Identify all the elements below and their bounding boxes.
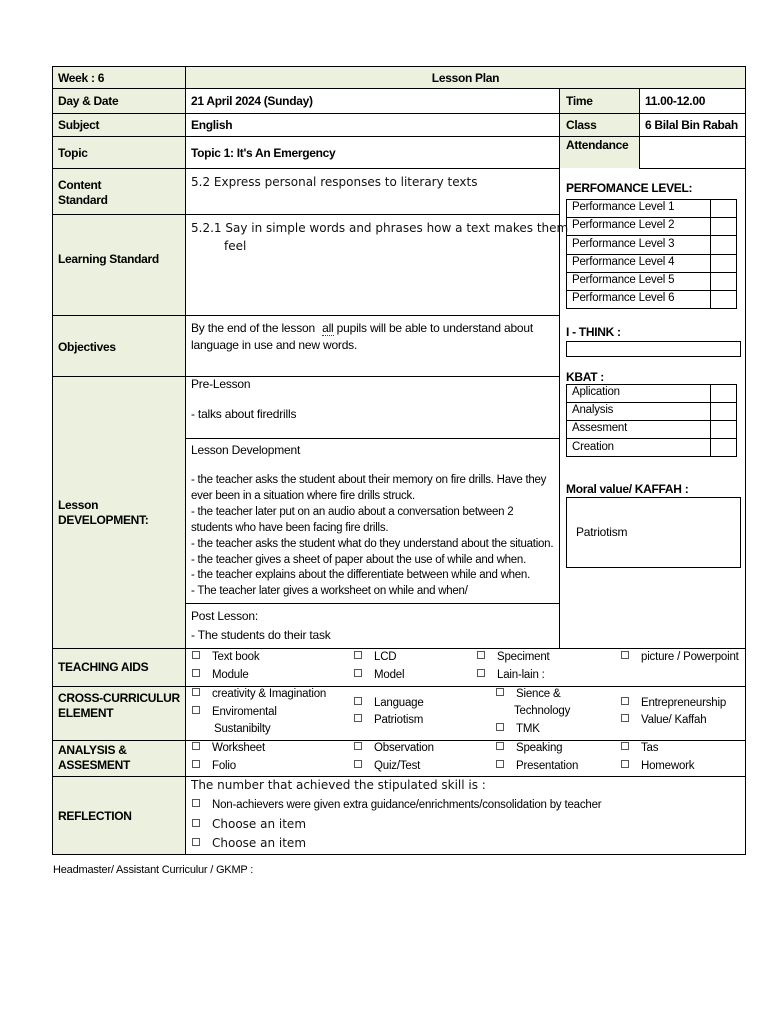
checkbox-icon	[621, 760, 629, 768]
aid-text-book[interactable]: Text book	[192, 650, 259, 664]
reflection-label: REFLECTION	[58, 809, 132, 823]
topic-label: Topic	[58, 146, 88, 160]
checkbox-icon	[496, 723, 504, 731]
assess-quiz-test[interactable]: Quiz/Test	[354, 759, 420, 773]
checkbox-icon	[496, 688, 504, 696]
i-think-box	[566, 341, 741, 357]
objectives-text-b: all	[322, 321, 334, 335]
lesson-dev-line: ever been in a situation where fire drills struck.	[191, 490, 415, 502]
checkbox-icon	[192, 706, 200, 714]
lesson-dev-line: - the teacher later put on an audio about a conversation between 2	[191, 506, 514, 518]
attendance-label: Attendance	[566, 138, 629, 152]
kbat-title: KBAT :	[566, 370, 604, 384]
lesson-dev-line: - The teacher later gives a worksheet on while and when/	[191, 585, 468, 597]
cross-enviromental[interactable]: Enviromental	[192, 705, 277, 719]
checkbox-icon	[477, 651, 485, 659]
lesson-development-label-1: Lesson	[58, 498, 99, 512]
performance-level-1: Performance Level 1	[572, 201, 675, 213]
cross-tmk[interactable]: TMK	[496, 722, 540, 736]
checkbox-icon	[354, 760, 362, 768]
reflection-dropdown-2[interactable]: Choose an item	[192, 834, 306, 852]
checkbox-icon	[354, 669, 362, 677]
teaching-aids-label: TEACHING AIDS	[58, 660, 149, 674]
aid-lain-lain[interactable]: Lain-lain :	[477, 668, 545, 682]
checkbox-icon	[192, 799, 200, 807]
checkbox-icon	[496, 742, 504, 750]
assess-worksheet[interactable]: Worksheet	[192, 741, 265, 755]
performance-level-title: PERFOMANCE LEVEL:	[566, 181, 693, 195]
post-lesson-text: - The students do their task	[191, 628, 331, 642]
assess-tas[interactable]: Tas	[621, 741, 658, 755]
assess-speaking[interactable]: Speaking	[496, 741, 562, 755]
analysis-label-2: ASSESMENT	[58, 758, 130, 772]
checkbox-icon	[354, 651, 362, 659]
day-date-value: 21 April 2024 (Sunday)	[191, 94, 313, 108]
checkbox-icon	[354, 697, 362, 705]
lesson-development-label-2: DEVELOPMENT:	[58, 513, 149, 527]
checkbox-icon	[192, 669, 200, 677]
post-lesson-title: Post Lesson:	[191, 609, 258, 623]
kbat-item-2: Analysis	[572, 404, 614, 416]
cross-technology: Technology	[514, 705, 571, 717]
week-label: Week : 6	[58, 71, 105, 85]
pre-lesson-title: Pre-Lesson	[191, 377, 251, 391]
reflection-line-2[interactable]: Non-achievers were given extra guidance/enrichments/consolidation by teacher	[192, 798, 601, 812]
class-value: 6 Bilal Bin Rabah	[645, 118, 738, 132]
checkbox-icon	[621, 714, 629, 722]
content-standard-label-2: Standard	[58, 193, 108, 207]
learning-standard-label: Learning Standard	[58, 252, 159, 266]
reflection-dropdown-1[interactable]: Choose an item	[192, 815, 306, 833]
performance-level-3: Performance Level 3	[572, 238, 675, 250]
day-date-label: Day & Date	[58, 94, 119, 108]
checkbox-icon	[477, 669, 485, 677]
page-title: Lesson Plan	[431, 71, 500, 85]
content-standard-label-1: Content	[58, 178, 102, 192]
reflection-line-1: The number that achieved the stipulated skill is :	[191, 778, 486, 792]
objectives-label: Objectives	[58, 340, 116, 354]
lesson-dev-line: - the teacher gives a sheet of paper about the use of while and when.	[191, 554, 527, 566]
checkbox-icon	[192, 819, 200, 827]
lesson-dev-line: - the teacher asks the student what do they understand about the situation.	[191, 538, 554, 550]
learning-standard-value-1: 5.2.1 Say in simple words and phrases how a text makes them	[191, 221, 569, 235]
kbat-item-1: Aplication	[572, 386, 620, 398]
lesson-dev-line: - the teacher explains about the differentiate between while and when.	[191, 569, 531, 581]
checkbox-icon	[192, 742, 200, 750]
pre-lesson-text: - talks about firedrills	[191, 407, 297, 421]
moral-value-text: Patriotism	[576, 525, 628, 539]
checkbox-icon	[496, 760, 504, 768]
assess-observation[interactable]: Observation	[354, 741, 434, 755]
cross-curricular-label-1: CROSS-CURRICULUR	[58, 691, 180, 705]
cross-value-kaffah[interactable]: Value/ Kaffah	[621, 713, 706, 727]
aid-speciment[interactable]: Speciment	[477, 650, 550, 664]
checkbox-icon	[621, 697, 629, 705]
performance-level-2: Performance Level 2	[572, 219, 675, 231]
lesson-dev-line: - the teacher asks the student about their memory on fire drills. Have they	[191, 474, 547, 486]
cross-language[interactable]: Language	[354, 696, 424, 710]
moral-value-title: Moral value/ KAFFAH :	[566, 482, 689, 496]
subject-value: English	[191, 118, 233, 132]
checkbox-icon	[354, 742, 362, 750]
assess-homework[interactable]: Homework	[621, 759, 694, 773]
checkbox-icon	[621, 742, 629, 750]
subject-label: Subject	[58, 118, 100, 132]
cross-entrepreneurship[interactable]: Entrepreneurship	[621, 696, 726, 710]
analysis-label-1: ANALYSIS &	[58, 743, 127, 757]
time-label: Time	[566, 94, 593, 108]
assess-presentation[interactable]: Presentation	[496, 759, 578, 773]
objectives-value-2: language in use and new words.	[191, 338, 358, 352]
checkbox-icon	[354, 714, 362, 722]
i-think-title: I - THINK :	[566, 325, 621, 339]
performance-level-5: Performance Level 5	[572, 274, 675, 286]
objectives-value-1	[191, 321, 533, 337]
class-label: Class	[566, 118, 597, 132]
aid-module[interactable]: Module	[192, 668, 249, 682]
performance-level-4: Performance Level 4	[572, 256, 675, 268]
assess-folio[interactable]: Folio	[192, 759, 236, 773]
cross-patriotism[interactable]: Patriotism	[354, 713, 423, 727]
checkbox-icon	[192, 651, 200, 659]
objectives-text-c: pupils will be able to understand about	[336, 321, 533, 335]
kbat-item-3: Assesment	[572, 422, 628, 434]
performance-level-6: Performance Level 6	[572, 292, 675, 304]
aid-model[interactable]: Model	[354, 668, 404, 682]
cross-curricular-label-2: ELEMENT	[58, 706, 114, 720]
signature-line: Headmaster/ Assistant Curriculur / GKMP :	[53, 864, 254, 876]
content-standard-value: 5.2 Express personal responses to literary texts	[191, 175, 478, 189]
objectives-text-a: By the end of the lesson	[191, 321, 315, 335]
checkbox-icon	[192, 838, 200, 846]
lesson-dev-title: Lesson Development	[191, 443, 301, 457]
checkbox-icon	[621, 651, 629, 659]
cross-sustanibilty: Sustanibilty	[214, 723, 271, 735]
aid-lcd[interactable]: LCD	[354, 650, 396, 664]
checkbox-icon	[192, 688, 200, 696]
checkbox-icon	[192, 760, 200, 768]
kbat-item-4: Creation	[572, 441, 614, 453]
lesson-dev-line: students who have been facing fire drills.	[191, 522, 389, 534]
time-value: 11.00-12.00	[645, 94, 706, 108]
cross-science[interactable]: Sience &	[496, 687, 560, 701]
topic-value: Topic 1: It's An Emergency	[191, 146, 336, 160]
cross-creativity[interactable]: creativity & Imagination	[192, 687, 326, 701]
aid-picture-powerpoint[interactable]: picture / Powerpoint	[621, 650, 739, 664]
learning-standard-value-2: feel	[224, 239, 247, 253]
